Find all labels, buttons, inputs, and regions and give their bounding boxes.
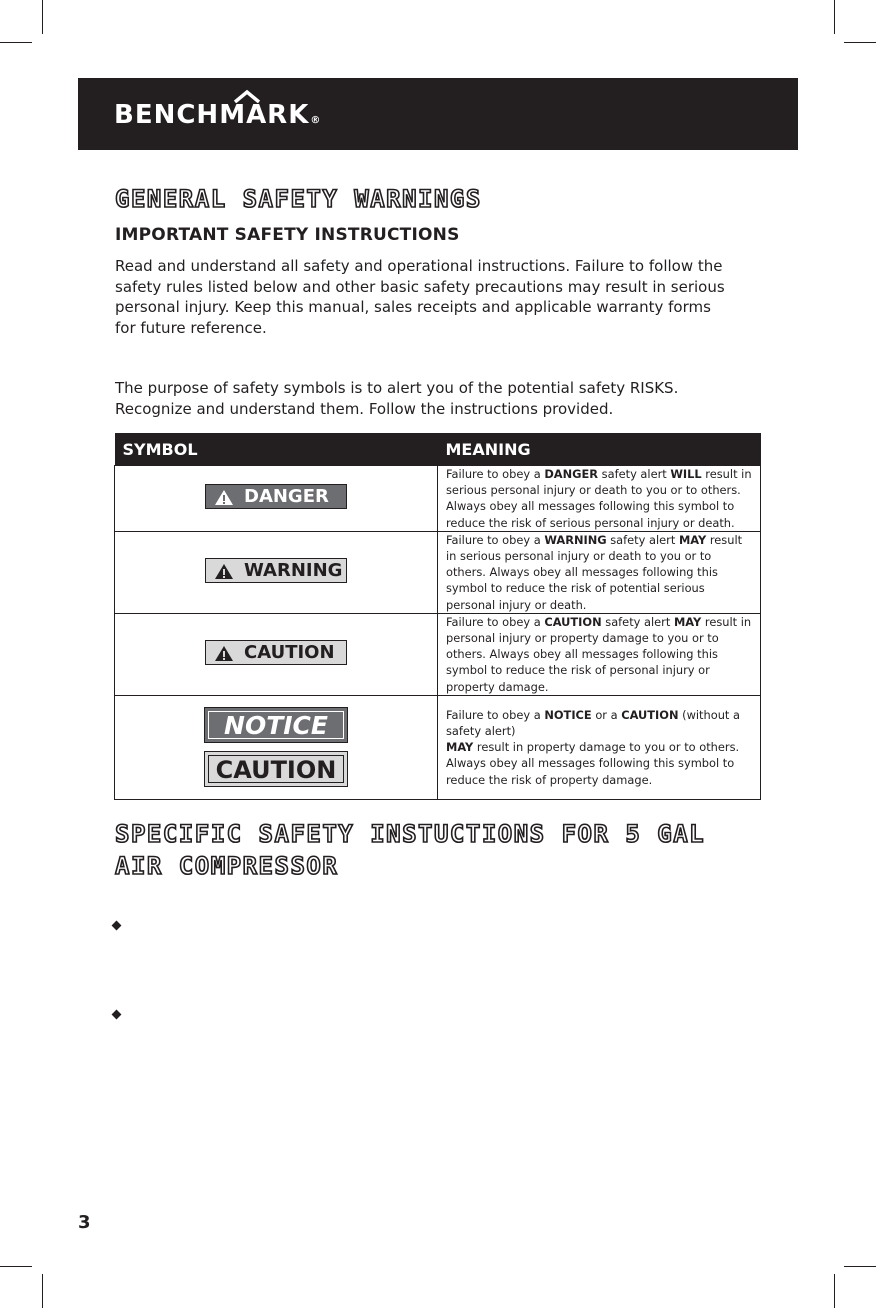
title-line: SPECIFIC SAFETY INSTUCTIONS FOR 5 GAL xyxy=(115,820,706,848)
crop-mark xyxy=(834,1274,835,1308)
intro-line: Read and understand all safety and operational instructions. Failure to follow the xyxy=(115,257,723,275)
sign-label: CAUTION xyxy=(208,755,344,783)
symbol-cell xyxy=(115,613,438,695)
warning-triangle-icon xyxy=(214,489,234,506)
purpose-line: The purpose of safety symbols is to alert you of the potential safety RISKS. xyxy=(115,379,679,397)
warning-sign xyxy=(205,558,347,583)
sign-label: CAUTION xyxy=(244,641,335,663)
intro-line: safety rules listed below and other basic safety precautions may result in serious xyxy=(115,277,725,296)
table-row xyxy=(115,613,761,695)
sign-label: DANGER xyxy=(244,485,329,507)
danger-sign xyxy=(205,484,347,509)
crop-mark xyxy=(0,42,32,43)
table-header-row xyxy=(115,433,761,466)
table-row xyxy=(115,695,761,799)
symbol-cell xyxy=(115,466,438,532)
title-line: AIR COMPRESSOR xyxy=(115,852,339,880)
meaning-cell: Failure to obey a CAUTION safety alert MAY result in personal injury or property damage to you or to others. Always obey all messages following this symbol to reduce the risk of personal injury or property damage. xyxy=(438,613,761,695)
warning-triangle-icon xyxy=(214,563,234,580)
purpose-paragraph xyxy=(115,378,755,419)
meaning-column-header: MEANING xyxy=(438,433,761,466)
sign-label: WARNING xyxy=(244,559,343,581)
table-row xyxy=(115,466,761,532)
logo-chevron-icon xyxy=(233,89,261,103)
symbol-cell xyxy=(115,531,438,613)
symbol-column-header: SYMBOL xyxy=(115,433,438,466)
symbol-cell xyxy=(115,695,438,799)
general-safety-title: GENERAL SAFETY WARNINGS xyxy=(115,185,482,213)
important-instructions-subtitle: IMPORTANT SAFETY INSTRUCTIONS xyxy=(115,225,460,245)
meaning-cell: Failure to obey a WARNING safety alert MAY result in serious personal injury or death to you or to others. Always obey all messages following this symbol to reduce the risk of potential serious personal injury or death. xyxy=(438,531,761,613)
brand-logo: BENCH MARK® xyxy=(114,102,321,128)
crop-mark xyxy=(42,0,43,34)
crop-mark xyxy=(844,1266,876,1267)
crop-mark xyxy=(0,1266,32,1267)
table-row xyxy=(115,531,761,613)
bullet-icon xyxy=(112,1010,122,1020)
header-banner xyxy=(78,78,798,150)
caution-no-alert-sign xyxy=(204,751,348,787)
crop-mark xyxy=(42,1274,43,1308)
intro-line: for future reference. xyxy=(115,318,267,337)
intro-line: personal injury. Keep this manual, sales receipts and applicable warranty forms xyxy=(115,298,711,316)
bullet-icon xyxy=(112,921,122,931)
warning-triangle-icon xyxy=(214,645,234,662)
specific-safety-title xyxy=(115,818,705,882)
crop-mark xyxy=(834,0,835,34)
meaning-cell: Failure to obey a DANGER safety alert WILL result in serious personal injury or death to you or to others. Always obey all messages following this symbol to reduce the risk of serious personal injury or death. xyxy=(438,466,761,532)
caution-sign xyxy=(205,640,347,665)
purpose-line: Recognize and understand them. Follow the instructions provided. xyxy=(115,399,614,418)
crop-mark xyxy=(844,42,876,43)
notice-sign xyxy=(204,707,348,743)
sign-label: NOTICE xyxy=(208,711,344,739)
intro-paragraph xyxy=(115,256,755,338)
meaning-cell: Failure to obey a NOTICE or a CAUTION (without a safety alert) MAY result in property damage to you or to others. Always obey all messages following this symbol to reduce the risk of property damage. xyxy=(438,695,761,799)
safety-symbol-table xyxy=(114,433,761,800)
page-number: 3 xyxy=(78,1212,91,1233)
